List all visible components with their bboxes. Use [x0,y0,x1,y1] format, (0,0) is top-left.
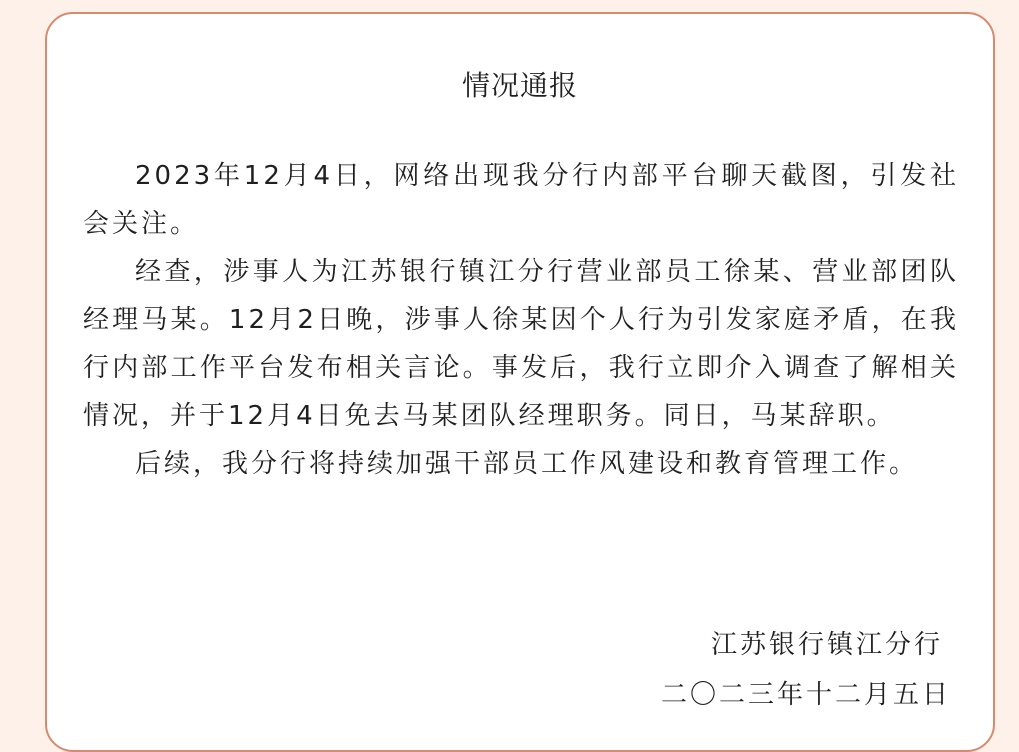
notice-card [45,12,995,752]
paragraph-1: 2023年12月4日，网络出现我分行内部平台聊天截图，引发社会关注。 [83,161,959,239]
paragraph-2: 经查，涉事人为江苏银行镇江分行营业部员工徐某、营业部团队经理马某。12月2日晚，涉事人徐某因个人行为引发家庭矛盾，在我行内部工作平台发布相关言论。事发后，我行立即介入调查了解相关情况，并于12月4日免去马某团队经理职务。同日，马某辞职。 [83,257,959,431]
notice-body [83,152,959,488]
signature-block [661,620,951,720]
notice-title: 情况通报 [461,69,578,102]
signature-date: 二〇二三年十二月五日 [660,680,951,710]
paragraph-3: 后续，我分行将持续加强干部员工作风建设和教育管理工作。 [135,449,919,479]
signature-organization: 江苏银行镇江分行 [710,630,943,660]
